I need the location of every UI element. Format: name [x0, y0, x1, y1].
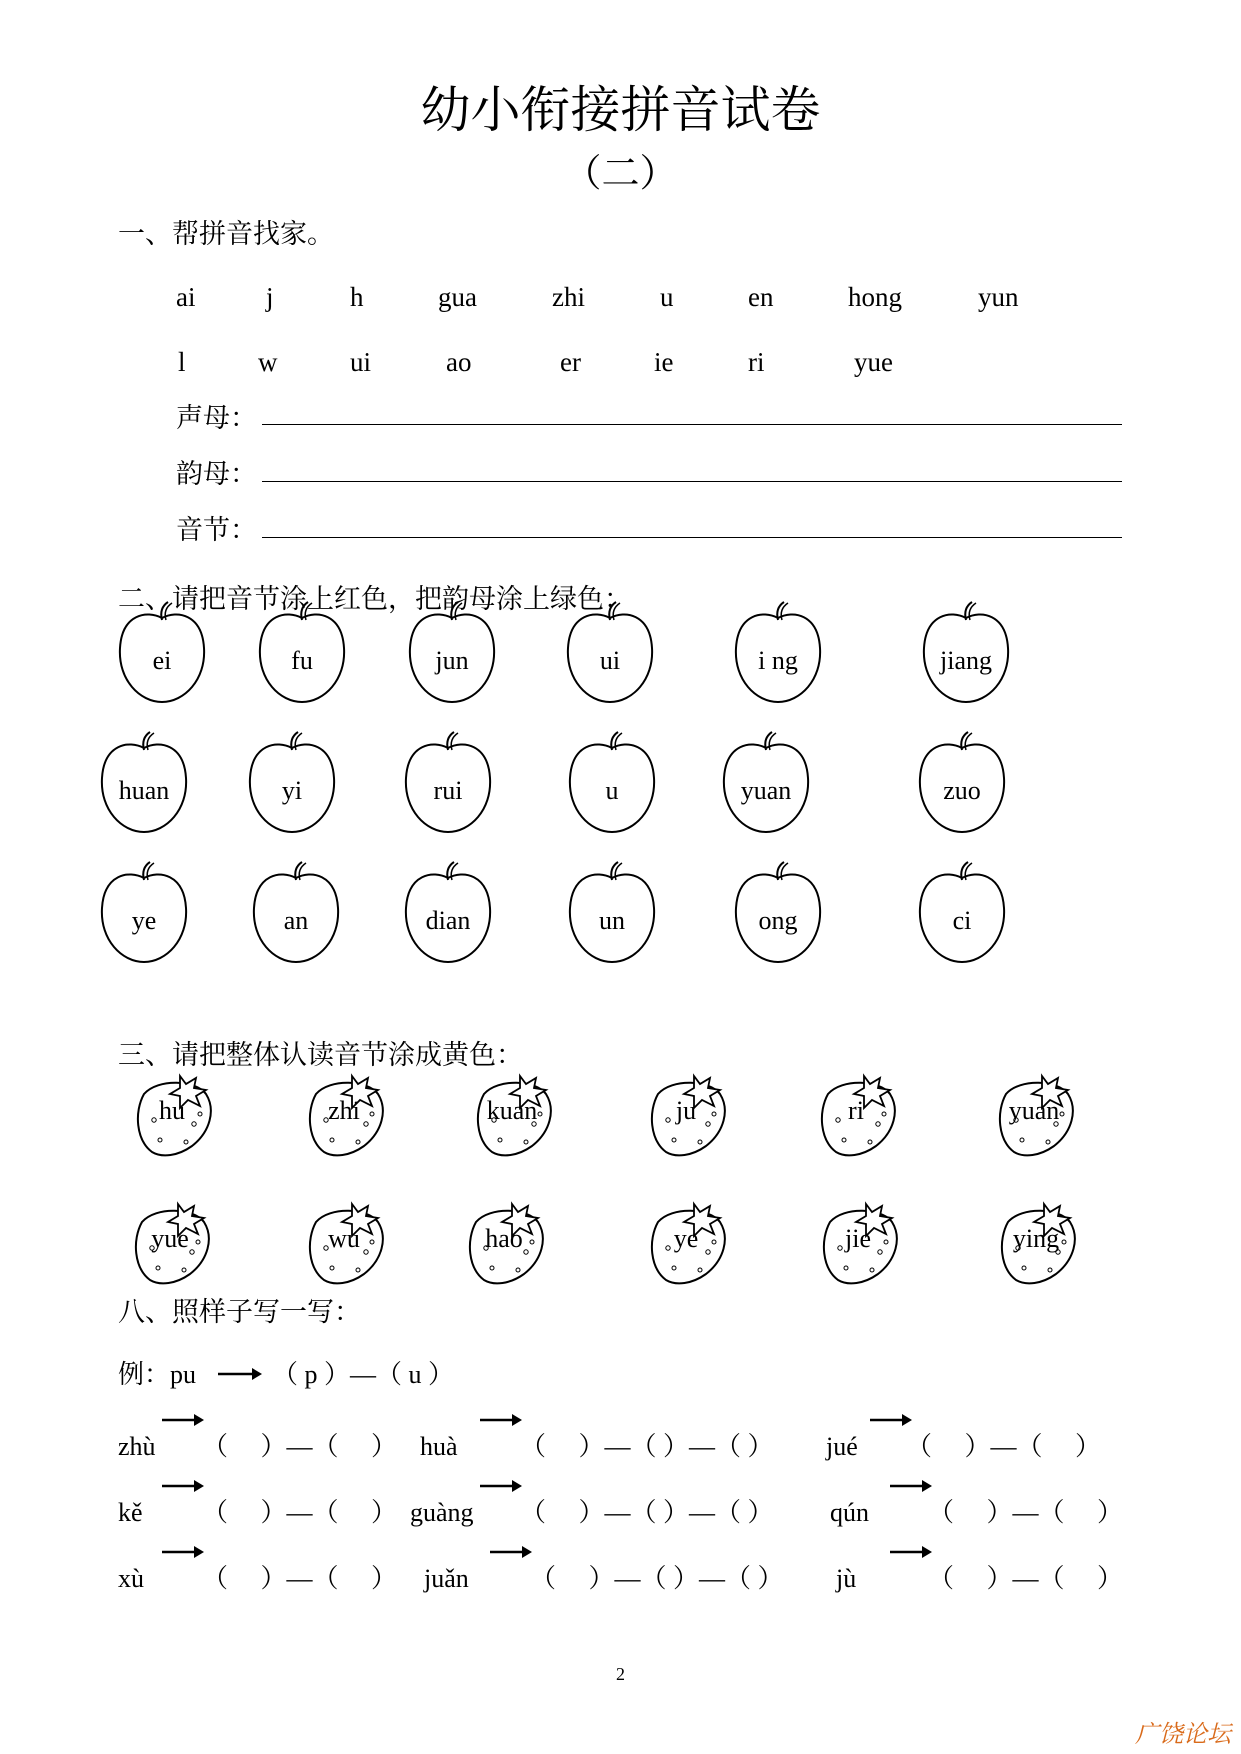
practice-blanks[interactable]: （ ）—（ ）	[928, 1564, 1124, 1593]
practice-syllable: guàng	[410, 1498, 474, 1527]
apple-label: ci	[952, 906, 972, 935]
practice-blanks[interactable]: （ ）—（ ）—（ ）	[520, 1498, 774, 1527]
pinyin-item: j	[266, 282, 274, 312]
label-yunmu: 韵母：	[176, 459, 257, 490]
practice-blanks[interactable]: （ ）—（ ）—（ ）	[530, 1564, 784, 1593]
practice-syllable: huà	[420, 1432, 458, 1461]
practice-syllable: jué	[826, 1432, 858, 1461]
arrow-right-icon	[480, 1412, 522, 1428]
apple-label: an	[283, 906, 309, 935]
answer-line-yunmu[interactable]	[262, 481, 1122, 482]
pinyin-item: l	[178, 347, 186, 377]
apple-label: rui	[433, 776, 463, 805]
section8-heading: 八、照样子写一写：	[118, 1297, 361, 1328]
practice-syllable: qún	[830, 1498, 869, 1527]
practice-syllable: jù	[836, 1564, 857, 1593]
strawberry-label: zhi	[328, 1096, 360, 1125]
strawberry-label: hao	[485, 1224, 523, 1253]
answer-line-yinjie[interactable]	[262, 537, 1122, 538]
apple-label: un	[599, 906, 625, 935]
practice-blanks[interactable]: （ ）—（ ）	[202, 1432, 398, 1461]
strawberry-label: wu	[328, 1224, 360, 1253]
section3-heading: 三、请把整体认读音节涂成黄色：	[118, 1040, 523, 1071]
practice-syllable: juǎn	[424, 1564, 469, 1593]
practice-blanks[interactable]: （ ）—（ ）	[202, 1564, 398, 1593]
page-title: 幼小衔接拼音试卷	[420, 81, 821, 139]
practice-blanks[interactable]: （ ）—（ ）	[202, 1498, 398, 1527]
apple-label: u	[605, 776, 619, 805]
strawberry-label: ying	[1012, 1224, 1060, 1253]
label-yinjie: 音节：	[176, 515, 257, 546]
strawberry-label: ju	[675, 1096, 697, 1125]
strawberry-label: ye	[673, 1224, 699, 1253]
apple-label: jiang	[940, 646, 992, 675]
arrow-right-icon	[890, 1544, 932, 1560]
arrow-right-icon	[480, 1478, 522, 1494]
section2-heading: 二、请把音节涂上红色，把韵母涂上绿色：	[118, 584, 631, 615]
page-number: 2	[616, 1664, 625, 1684]
apple-label: yuan	[740, 776, 792, 805]
strawberry-label: yuan	[1008, 1096, 1060, 1125]
watermark-logo: 广饶论坛	[1135, 1720, 1231, 1748]
apple-label: yi	[281, 776, 303, 805]
page-subtitle: （二）	[563, 151, 678, 195]
practice-blanks[interactable]: （ ）—（ ）	[906, 1432, 1102, 1461]
pinyin-item: er	[560, 347, 581, 377]
pinyin-item: ui	[350, 347, 372, 377]
pinyin-item: gua	[438, 282, 477, 312]
arrow-right-icon	[162, 1478, 204, 1494]
apple-label: i ng	[758, 646, 798, 675]
example-prefix: 例：pu	[118, 1360, 197, 1389]
pinyin-item: hong	[848, 282, 902, 312]
answer-line-shengmu[interactable]	[262, 424, 1122, 425]
pinyin-item: yun	[978, 282, 1019, 312]
apple-label: zuo	[943, 776, 981, 805]
apple-label: huan	[118, 776, 170, 805]
arrow-right-icon	[490, 1544, 532, 1560]
pinyin-item: en	[748, 282, 774, 312]
apple-label: ong	[758, 906, 798, 935]
pinyin-item: yue	[854, 347, 893, 377]
section1-heading: 一、帮拼音找家。	[118, 219, 334, 250]
practice-syllable: xù	[118, 1564, 144, 1593]
strawberry-label: ri	[848, 1096, 864, 1125]
practice-blanks[interactable]: （ ）—（ ）	[928, 1498, 1124, 1527]
strawberry-label: jie	[845, 1224, 871, 1253]
apple-label: fu	[291, 646, 313, 675]
label-shengmu: 声母：	[176, 403, 257, 434]
arrow-right-icon	[162, 1412, 204, 1428]
practice-syllable: zhù	[118, 1432, 156, 1461]
strawberry-label: kuan	[486, 1096, 538, 1125]
strawberry-label: yue	[151, 1224, 189, 1253]
pinyin-item: h	[350, 282, 364, 312]
arrow-right-icon	[218, 1366, 262, 1382]
pinyin-item: ri	[748, 347, 765, 377]
strawberry-label: hu	[159, 1096, 185, 1125]
pinyin-item: ao	[446, 347, 472, 377]
apple-label: jun	[435, 646, 469, 675]
pinyin-item: u	[660, 282, 674, 312]
pinyin-item: ie	[654, 347, 674, 377]
apple-label: ui	[599, 646, 621, 675]
pinyin-item: ai	[176, 282, 196, 312]
apple-label: dian	[425, 906, 471, 935]
pinyin-item: w	[258, 347, 278, 377]
apple-label: ye	[131, 906, 157, 935]
practice-blanks[interactable]: （ ）—（ ）—（ ）	[520, 1432, 774, 1461]
apple-label: ei	[152, 646, 172, 675]
arrow-right-icon	[890, 1478, 932, 1494]
arrow-right-icon	[162, 1544, 204, 1560]
practice-syllable: kě	[118, 1498, 143, 1527]
example-answer: （ p ）—（ u ）	[272, 1360, 455, 1389]
pinyin-item: zhi	[552, 282, 585, 312]
